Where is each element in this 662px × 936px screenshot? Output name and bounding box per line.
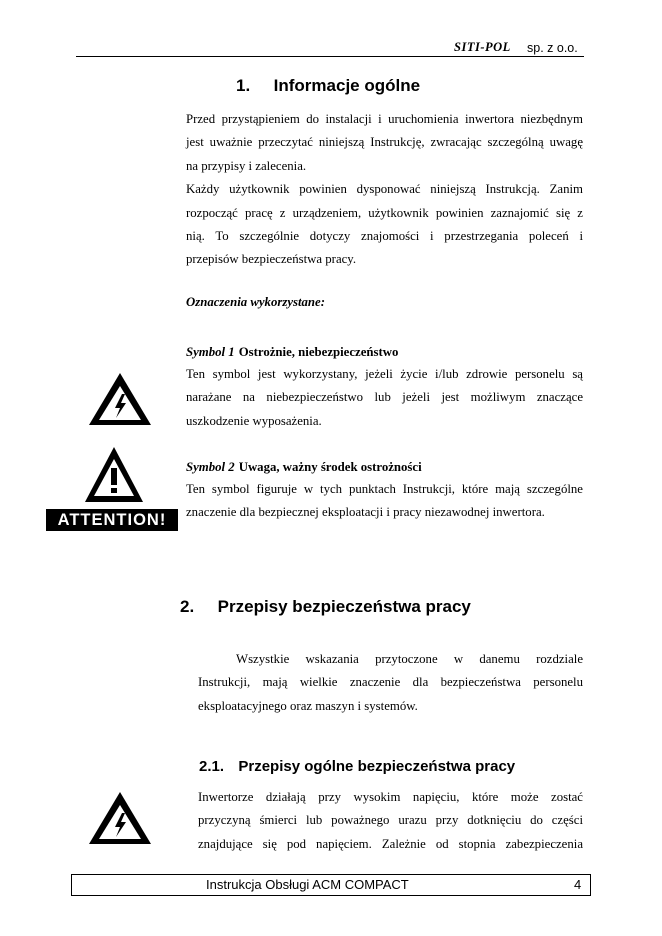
- symbol-2-line: znaczenie dla bezpiecznej eksploatacji i pracy niezawodnej inwertora.: [186, 505, 545, 520]
- high-voltage-warning-icon: [86, 370, 154, 428]
- symbol-2-line: Ten symbol figuruje w tych punktach Instrukcji, które mają szczególne: [186, 482, 583, 496]
- symbol-1-label: Symbol 1: [186, 345, 235, 359]
- section-2-number: 2.: [180, 597, 195, 616]
- attention-badge: ATTENTION!: [46, 509, 178, 531]
- symbol-1-name: Ostrożnie, niebezpieczeństwo: [238, 345, 399, 359]
- section-2-title: Przepisy bezpieczeństwa pracy: [217, 597, 471, 616]
- symbol-1-line: narażane na niebezpieczeństwo lub jeżeli jest możliwym znaczące: [186, 390, 583, 405]
- subsection-2-1-text: [198, 786, 583, 856]
- intro-line: jest uważnie przeczytać niniejszą Instrukcję, zwracając szczególną uwagę: [186, 135, 583, 150]
- intro-line: przepisów bezpieczeństwa pracy.: [186, 252, 357, 267]
- exclamation-triangle-icon: [84, 446, 144, 504]
- section-2-intro: [198, 648, 583, 718]
- legend-heading: Oznaczenia wykorzystane:: [186, 295, 325, 309]
- subsection-2-1-number: 2.1.: [199, 758, 225, 775]
- symbol-1-title: [186, 343, 398, 361]
- symbol-2-label: Symbol 2: [186, 460, 235, 474]
- section-1-heading: [236, 76, 420, 96]
- intro-line: Przed przystąpieniem do instalacji i uruchomienia inwertora niezbędnym: [186, 112, 583, 126]
- section-1-title: Informacje ogólne: [273, 76, 421, 95]
- symbol-1-line: Ten symbol jest wykorzystany, jeżeli życie i/lub zdrowie personelu są: [186, 367, 583, 381]
- section-2-line: eksploatacyjnego oraz maszyn i systemów.: [198, 698, 418, 713]
- header-rule: [76, 56, 584, 57]
- attention-warning-icon: [46, 446, 178, 532]
- page-number: 4: [574, 877, 582, 892]
- section-2-line: Instrukcji, mają wielkie znaczenie dla bezpieczeństwa personelu: [198, 675, 583, 690]
- symbol-2-name: Uwaga, ważny środek ostrożności: [238, 460, 422, 474]
- high-voltage-warning-icon: [86, 789, 154, 847]
- section-1-intro: [186, 108, 583, 272]
- symbol-2-description: [186, 478, 583, 525]
- subsection-line: znajdujące się pod napięciem. Zależnie od stopnia zabezpieczenia: [198, 836, 583, 851]
- footer-title: Instrukcja Obsługi ACM COMPACT: [206, 877, 409, 892]
- section-2-line: Wszystkie wskazania przytoczone w danemu rozdziale: [236, 652, 583, 666]
- intro-line: nią. To szczególnie dotyczy znajomości i przestrzegania poleceń i: [186, 228, 583, 243]
- intro-line: Każdy użytkownik powinien dysponować niniejszą Instrukcją. Zanim: [186, 182, 583, 197]
- subsection-2-1-title: Przepisy ogólne bezpieczeństwa pracy: [238, 758, 516, 775]
- subsection-line: Inwertorze działają przy wysokim napięciu, które może zostać: [198, 790, 583, 804]
- symbol-2-title: [186, 458, 422, 476]
- section-1-number: 1.: [236, 76, 251, 95]
- subsection-line: przyczyną śmierci lub poważnego urazu przy dotknięciu do części: [198, 813, 583, 828]
- intro-line: rozpocząć pracę z urządzeniem, użytkownik powinien zaznajomić się z: [186, 205, 583, 220]
- intro-line: na przypisy i zalecenia.: [186, 158, 307, 173]
- symbol-1-description: [186, 363, 583, 433]
- company-brand: SITI-POL: [454, 40, 511, 54]
- section-2-heading: [180, 597, 471, 617]
- symbol-1-line: uszkodzenie wyposażenia.: [186, 413, 322, 428]
- company-suffix: sp. z o.o.: [527, 41, 578, 55]
- subsection-2-1-heading: [199, 758, 515, 775]
